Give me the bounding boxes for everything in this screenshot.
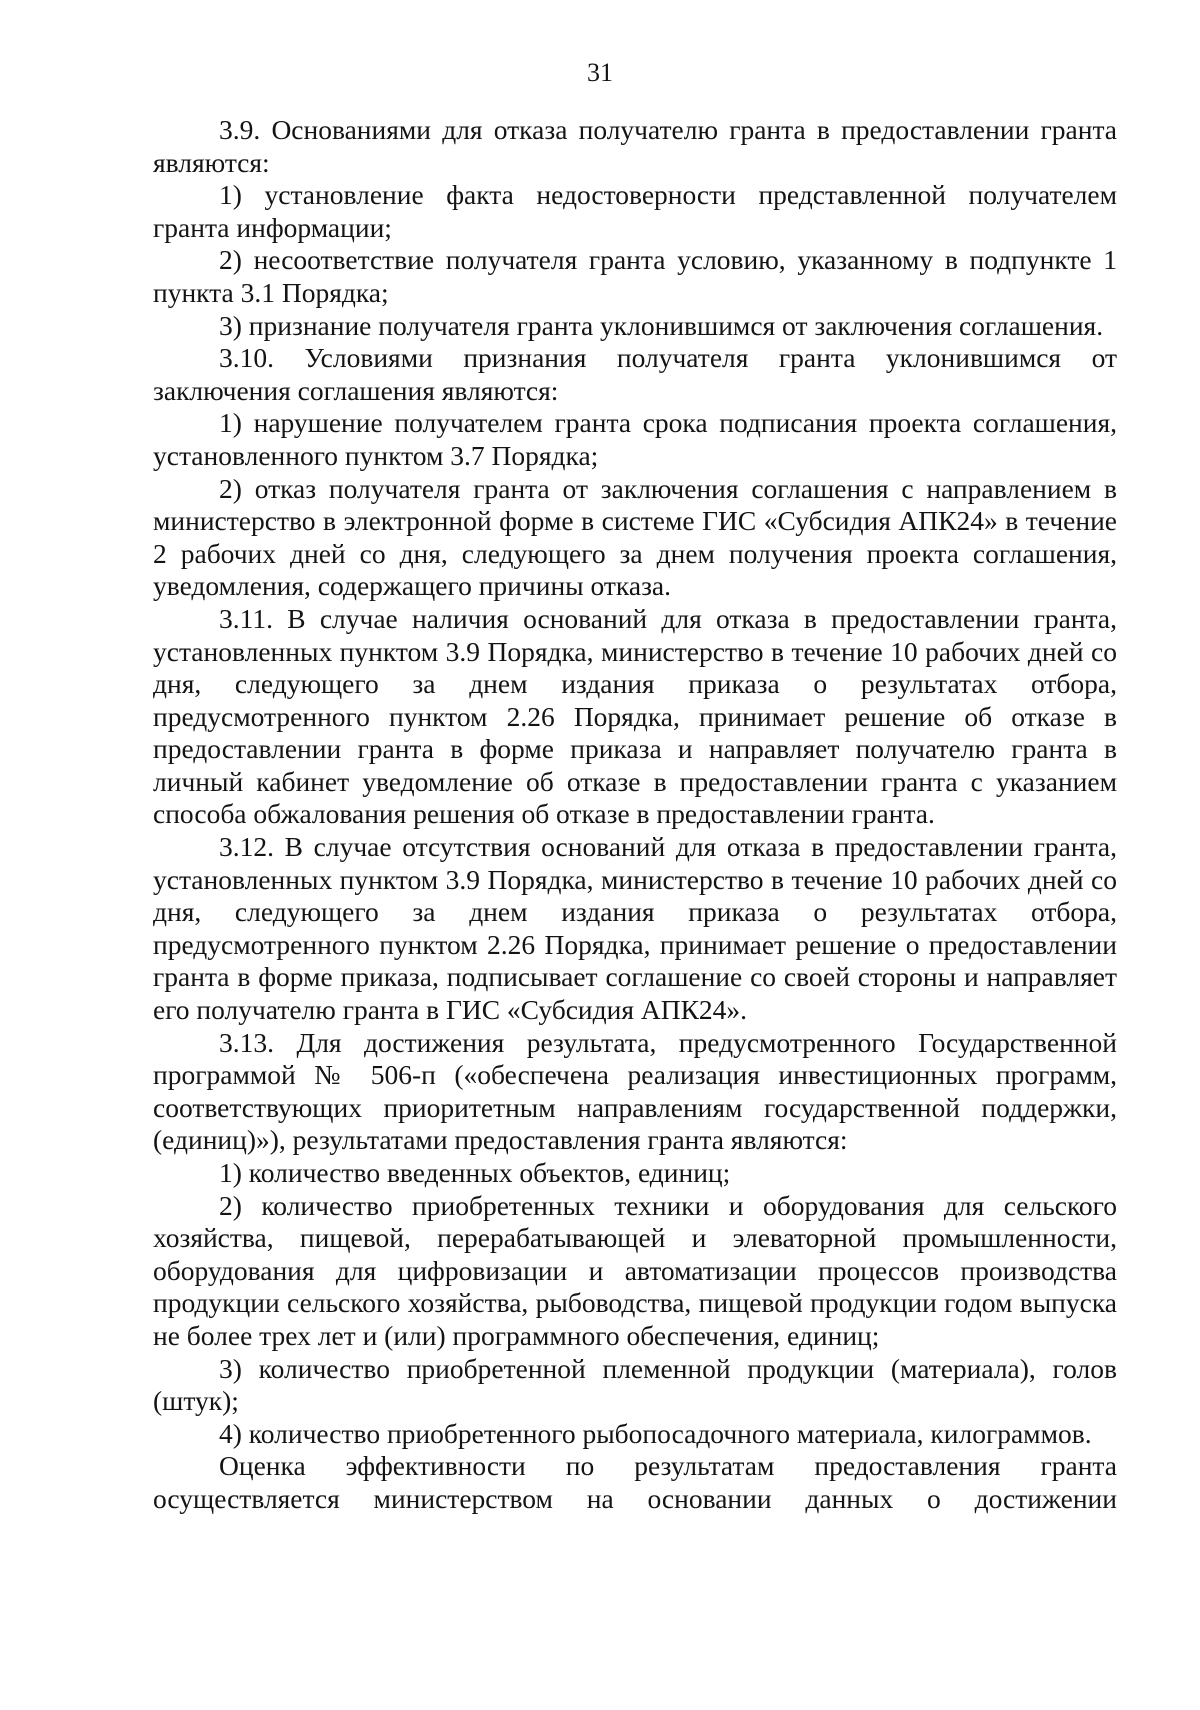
paragraph-3-13: 3.13. Для достижения результата, предусмотренного Государственной программой № 506-п («обеспечена реализация инвестиционных программ, соответствующих приоритетным направлениям государственной поддержки, (единиц)»), результатами предоставления гранта являются: [153, 1026, 1117, 1156]
paragraph-3-11: 3.11. В случае наличия оснований для отказа в предоставлении гранта, установленных пунктом 3.9 Порядка, министерство в течение 10 рабочих дней со дня, следующего за днем издания приказа о результатах отбора, предусмотренного пунктом 2.26 Порядка, принимает решение об отказе в предоставлении гранта в форме приказа и направляет получателю гранта в личный кабинет уведомление об отказе в предоставлении гранта с указанием способа обжалования решения об отказе в предоставлении гранта. [153, 602, 1117, 830]
list-item-3-13-4: 4) количество приобретенного рыбопосадочного материала, килограммов. [219, 1417, 1092, 1449]
list-item-3-9-1: 1) установление факта недостоверности представленной получателем гранта информации; [153, 179, 1117, 243]
list-item-3-10-2: 2) отказ получателя гранта от заключения соглашения с направлением в министерство в электронной форме в системе ГИС «Субсидия АПК24» в течение 2 рабочих дней со дня, следующего за днем получения проекта соглашения, уведомления, содержащего причины отказа. [153, 472, 1117, 602]
list-item-3-13-1: 1) количество введенных объектов, единиц; [219, 1157, 731, 1188]
list-item-3-9-3: 3) признание получателя гранта уклонившимся от заключения соглашения. [219, 309, 1104, 341]
page-number: 31 [587, 58, 613, 87]
paragraph-evaluation: Оценка эффективности по результатам предоставления гранта осуществляется министерством на основании данных о достижении [153, 1450, 1117, 1514]
paragraph-3-9: 3.9. Основаниями для отказа получателю гранта в предоставлении гранта являются: [153, 114, 1117, 178]
list-item-3-9-2: 2) несоответствие получателя гранта условию, указанному в подпункте 1 пункта 3.1 Порядка; [153, 244, 1117, 308]
list-item-3-13-3: 3) количество приобретенной племенной продукции (материала), голов (штук); [153, 1352, 1117, 1417]
list-item-3-13-2: 2) количество приобретенных техники и оборудования для сельского хозяйства, пищевой, перерабатывающей и элеваторной промышленности, оборудования для цифровизации и автоматизации процессов производства продукции сельского хозяйства, рыбоводства, пищевой продукции годом выпуска не более трех лет и (или) программного обеспечения, единиц; [153, 1189, 1117, 1351]
list-item-3-10-1: 1) нарушение получателем гранта срока подписания проекта соглашения, установленного пунктом 3.7 Порядка; [153, 407, 1117, 471]
paragraph-3-10: 3.10. Условиями признания получателя гранта уклонившимся от заключения соглашения являются: [153, 342, 1117, 406]
document-body [153, 114, 1117, 1516]
paragraph-3-12: 3.12. В случае отсутствия оснований для отказа в предоставлении гранта, установленных пунктом 3.9 Порядка, министерство в течение 10 рабочих дней со дня, следующего за днем издания приказа о результатах отбора, предусмотренного пунктом 2.26 Порядка, принимает решение о предоставлении гранта в форме приказа, подписывает соглашение со своей стороны и направляет его получателю гранта в ГИС «Субсидия АПК24». [153, 831, 1117, 1026]
